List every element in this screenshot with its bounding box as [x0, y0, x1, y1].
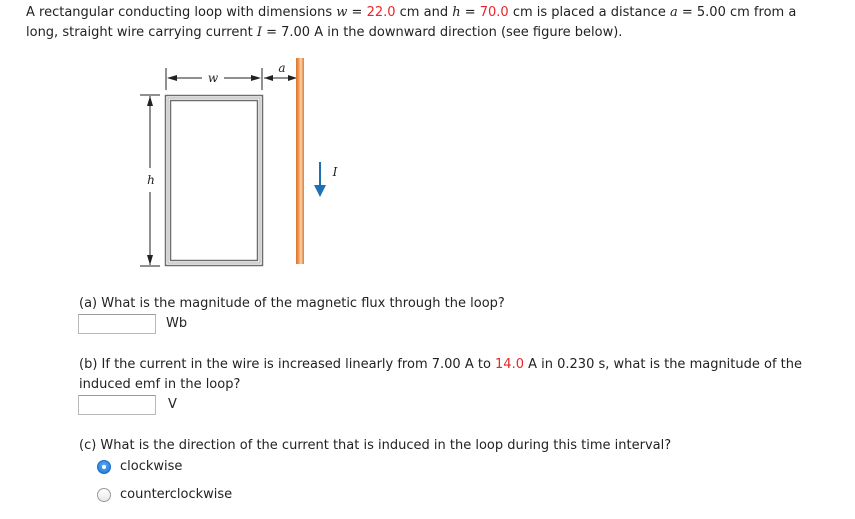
problem-text-line2: long, straight wire carrying current I = 7.00 A in the downward direction (see figure below). — [26, 25, 623, 40]
option-counterclockwise[interactable] — [97, 487, 232, 502]
option-clockwise-label: clockwise — [120, 459, 183, 474]
option-counterclockwise-label: counterclockwise — [120, 487, 233, 502]
w-value: 22.0 — [366, 5, 396, 20]
current-arrow-icon — [314, 162, 338, 197]
h-symbol: h — [452, 5, 461, 20]
problem-text-line1: A rectangular conducting loop with dimensions w = 22.0 cm and h = 70.0 cm is placed a distance a = 5.00 cm from a — [26, 5, 797, 20]
h-dimension — [140, 95, 160, 266]
part-a-unit: Wb — [166, 316, 188, 331]
a-label: a — [278, 61, 286, 75]
h-value: 70.0 — [479, 5, 509, 20]
w-label: w — [207, 71, 219, 85]
i-symbol: I — [256, 25, 262, 40]
part-b-unit: V — [168, 397, 177, 412]
part-b-answer-input[interactable] — [78, 395, 156, 415]
a-dimension — [264, 61, 298, 90]
conducting-loop — [166, 96, 263, 266]
w-symbol: w — [336, 5, 348, 20]
straight-wire — [296, 58, 304, 264]
part-c-question: (c) What is the direction of the current that is induced in the loop during this time interval? — [79, 438, 672, 453]
w-dimension — [166, 68, 262, 90]
i-label: I — [332, 165, 338, 179]
part-a-answer-input[interactable] — [78, 314, 156, 334]
part-b-question-line2: induced emf in the loop? — [79, 377, 241, 392]
part-b-question-line1: (b) If the current in the wire is increased linearly from 7.00 A to 14.0 A in 0.230 s, what is the magnitude of the — [79, 357, 803, 372]
option-clockwise[interactable] — [97, 459, 182, 474]
radio-clockwise[interactable] — [97, 460, 111, 474]
a-symbol: a — [669, 5, 678, 20]
part-b-final-current: 14.0 — [495, 357, 524, 372]
h-label: h — [147, 173, 155, 187]
part-a-question: (a) What is the magnitude of the magnetic flux through the loop? — [79, 296, 505, 311]
radio-counterclockwise[interactable] — [97, 488, 111, 502]
